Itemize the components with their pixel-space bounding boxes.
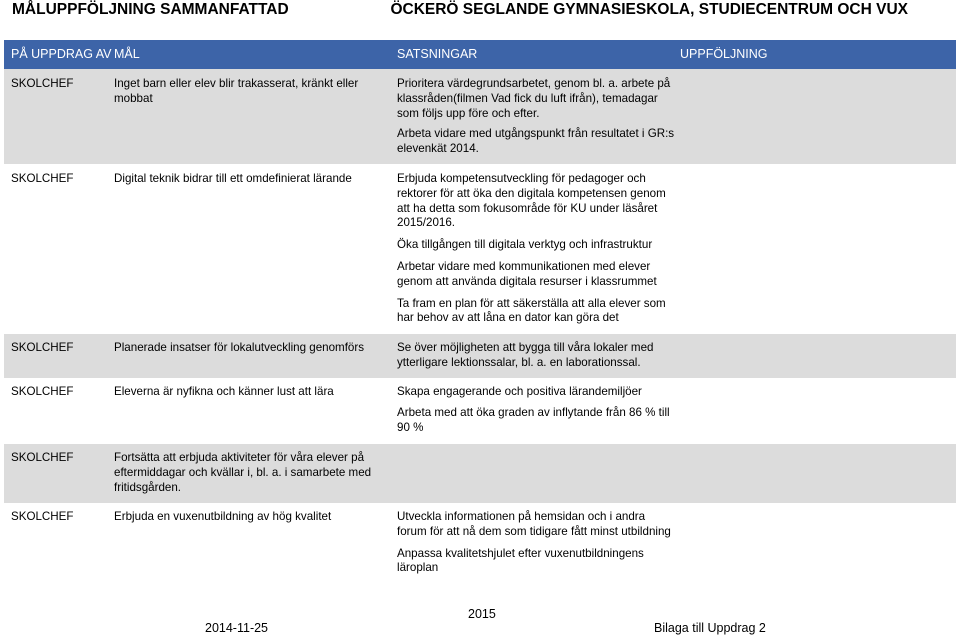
row-role: SKOLCHEF: [11, 510, 74, 523]
column-header-efforts: SATSNINGAR: [397, 47, 478, 61]
effort-item: Ta fram en plan för att säkerställa att alla elever som har behov av att låna en dator kan göra det: [397, 296, 666, 325]
row-goal: Digital teknik bidrar till ett omdefinierat lärande: [114, 172, 352, 185]
row-role: SKOLCHEF: [11, 341, 74, 354]
footer-attachment: Bilaga till Uppdrag 2: [654, 621, 766, 635]
column-header-goal: MÅL: [114, 47, 140, 61]
document-title: MÅLUPPFÖLJNING SAMMANFATTAD: [12, 1, 289, 18]
row-efforts: [397, 77, 677, 157]
row-goal: Erbjuda en vuxenutbildning av hög kvalitet: [114, 510, 332, 523]
table-row: [4, 164, 956, 334]
row-efforts: [397, 341, 677, 371]
row-goal: Fortsätta att erbjuda aktiviteter för våra elever på eftermiddagar och kvällar i, bl. a. i samarbete med fritidsgården.: [114, 451, 372, 494]
effort-item: Erbjuda kompetensutveckling för pedagoger och rektorer för att öka den digitala kompetensen genom att ha detta som fokusområde för KU under läsåret 2015/2016.: [397, 172, 666, 230]
row-role: SKOLCHEF: [11, 451, 74, 464]
school-name: ÖCKERÖ SEGLANDE GYMNASIESKOLA, STUDIECENTRUM OCH VUX: [390, 1, 908, 18]
row-role: SKOLCHEF: [11, 385, 74, 398]
effort-item: Utveckla informationen på hemsidan och i andra forum för att nå dem som tidigare fått minst utbildning: [397, 510, 671, 538]
effort-item: Anpassa kvalitetshjulet efter vuxenutbildningens läroplan: [397, 546, 644, 575]
row-efforts: [397, 510, 677, 576]
effort-item: Arbeta med att öka graden av inflytande från 86 % till 90 %: [397, 405, 670, 434]
column-header-followup: UPPFÖLJNING: [680, 47, 768, 61]
table-row: [4, 69, 956, 164]
row-role: SKOLCHEF: [11, 172, 74, 185]
effort-item: Prioritera värdegrundsarbetet, genom bl. a. arbete på klassråden(filmen Vad fick du luft ifrån), temadagar som följs upp före och efter.: [397, 77, 671, 120]
table-row: [4, 503, 956, 599]
footer-year: 2015: [468, 607, 496, 621]
row-role: SKOLCHEF: [11, 77, 74, 90]
table-row: [4, 378, 956, 444]
footer-date: 2014-11-25: [205, 621, 269, 635]
row-goal: Planerade insatser för lokalutveckling genomförs: [114, 341, 365, 354]
effort-item: Skapa engagerande och positiva lärandemiljöer: [397, 385, 642, 398]
column-header-role: PÅ UPPDRAG AV: [11, 47, 112, 61]
table-row: [4, 444, 956, 503]
row-goal: Eleverna är nyfikna och känner lust att lära: [114, 385, 334, 398]
effort-item: Arbetar vidare med kommunikationen med elever genom att använda digitala resurser i klassrummet: [397, 259, 657, 288]
row-efforts: [397, 172, 677, 326]
table-row: [4, 334, 956, 378]
row-goal: Inget barn eller elev blir trakasserat, kränkt eller mobbat: [114, 77, 359, 105]
row-efforts: [397, 385, 677, 435]
table-header: [4, 40, 956, 69]
effort-item: Se över möjligheten att bygga till våra lokaler med ytterligare lektionssalar, bl. a. en laborationssal.: [397, 341, 654, 369]
effort-item: Arbeta vidare med utgångspunkt från resultatet i GR:s elevenkät 2014.: [397, 127, 675, 156]
effort-item: Öka tillgången till digitala verktyg och infrastruktur: [397, 238, 653, 252]
